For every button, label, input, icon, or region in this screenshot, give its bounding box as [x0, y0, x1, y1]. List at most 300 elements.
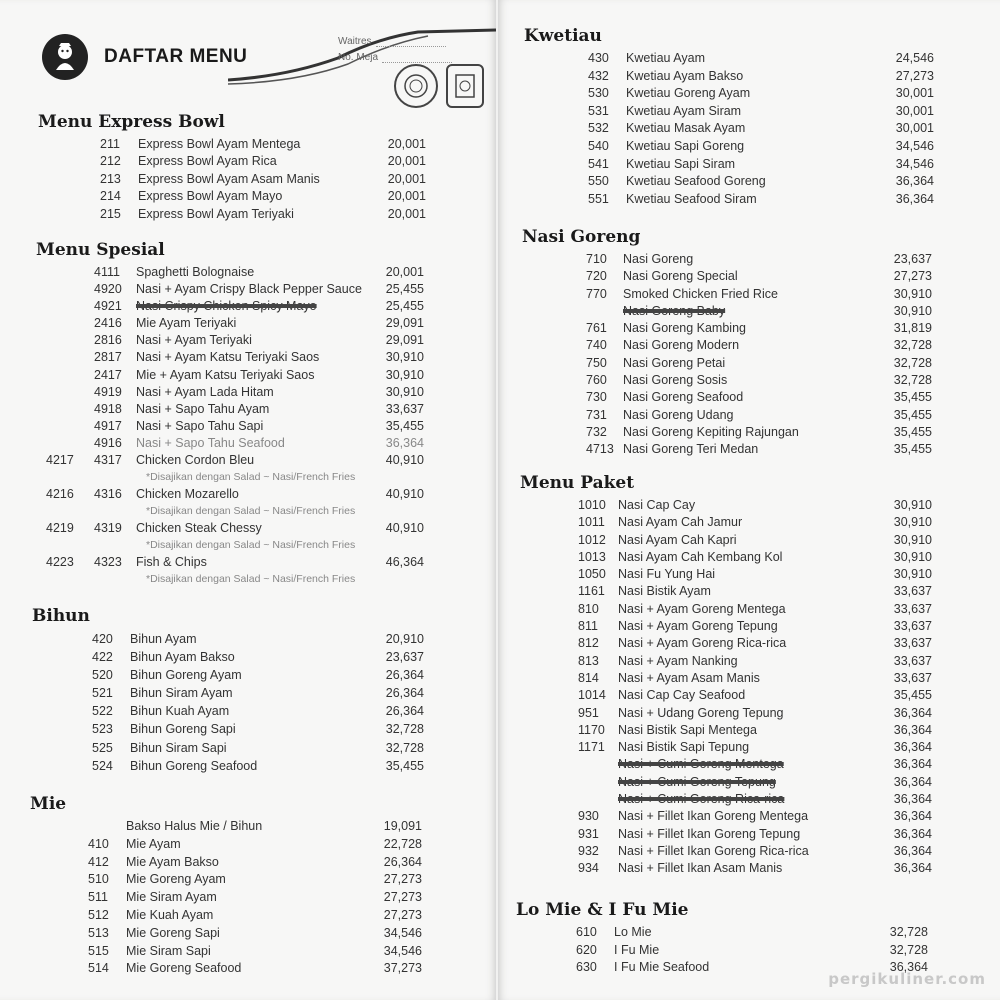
- item-price: 27,273: [383, 890, 422, 905]
- item-name: Bihun Siram Ayam: [130, 686, 233, 701]
- menu-section-spesial: [36, 240, 484, 588]
- item-price: 30,910: [893, 532, 932, 547]
- item-code: 620: [576, 942, 597, 957]
- item-code: 813: [578, 653, 599, 668]
- item-price: 20,001: [387, 171, 426, 186]
- item-name: Mie Ayam Bakso: [126, 854, 219, 869]
- item-price: 36,364: [893, 774, 932, 789]
- item-name: Nasi Goreng Kambing: [623, 321, 746, 336]
- item-price: 32,728: [385, 722, 424, 737]
- item-code: 710: [586, 252, 607, 266]
- item-code: 1012: [578, 532, 606, 547]
- section-title: Nasi Goreng: [522, 227, 641, 247]
- item-name: Mie Ayam Teriyaki: [136, 316, 237, 331]
- item-price: 46,364: [385, 555, 424, 570]
- menu-item: [522, 320, 992, 337]
- item-price: 30,910: [893, 303, 932, 318]
- item-name: Express Bowl Ayam Rica: [138, 154, 277, 169]
- menu-item: [520, 653, 992, 670]
- menu-item: [32, 684, 484, 702]
- section-title: Menu Express Bowl: [38, 112, 225, 132]
- item-code: 1170: [578, 722, 605, 737]
- item-code: 1161: [578, 584, 605, 599]
- menu-item: [522, 407, 992, 424]
- item-price: 35,455: [893, 390, 932, 405]
- item-price: 30,001: [895, 121, 934, 136]
- item-name: Chicken Cordon Bleu: [136, 453, 255, 468]
- item-note: [36, 469, 484, 486]
- item-note: [36, 503, 484, 520]
- item-price: 37,273: [383, 961, 422, 976]
- item-name: Nasi + Ayam Crispy Black Pepper Sauce: [136, 282, 362, 297]
- item-name: Chicken Mozarello: [136, 487, 239, 502]
- item-name: Nasi Bistik Ayam: [618, 584, 711, 599]
- item-code: 1011: [578, 515, 605, 530]
- menu-item: [520, 774, 992, 791]
- item-code: 531: [588, 103, 609, 118]
- item-code-alt: 4217: [46, 453, 74, 468]
- item-code: 812: [578, 636, 599, 651]
- item-code-alt: 4216: [46, 487, 74, 502]
- item-code: 932: [578, 843, 599, 858]
- menu-item: [520, 532, 992, 549]
- item-price: 24,546: [895, 51, 934, 65]
- item-code: 4319: [94, 521, 122, 536]
- item-price: 40,910: [385, 453, 424, 468]
- item-code: 551: [588, 191, 609, 206]
- item-price: 32,728: [889, 942, 928, 957]
- menu-item: [522, 372, 992, 389]
- menu-section-mie: [30, 794, 482, 978]
- menu-section-nasi: [522, 227, 992, 459]
- menu-section-bihun: [32, 606, 484, 775]
- item-code: 541: [588, 156, 609, 171]
- item-price: 36,364: [893, 843, 932, 858]
- menu-item: [520, 618, 992, 635]
- item-name: Bihun Kuah Ayam: [130, 704, 230, 719]
- item-price: 36,364: [385, 435, 424, 450]
- item-name: Bihun Ayam Bakso: [130, 650, 235, 665]
- item-name: Nasi Goreng Baby: [623, 303, 726, 318]
- item-note-text: *Disajikan dengan Salad ~ Nasi/French Fries: [146, 539, 356, 552]
- item-price: 36,364: [889, 960, 928, 975]
- item-name: Nasi + Cumi Goreng Mentega: [618, 757, 784, 772]
- item-code: 211: [100, 137, 120, 151]
- item-price: 27,273: [895, 68, 934, 83]
- item-name: Express Bowl Ayam Asam Manis: [138, 171, 320, 186]
- item-code: 4920: [94, 282, 122, 297]
- item-code: 1050: [578, 567, 606, 582]
- item-price: 36,364: [893, 826, 932, 841]
- table-number-label: No. Meja: [338, 52, 379, 63]
- item-price: 36,364: [893, 740, 932, 755]
- item-name: Nasi + Fillet Ikan Goreng Rica-rica: [618, 843, 809, 858]
- item-name: Nasi Bistik Sapi Mentega: [618, 722, 757, 737]
- item-code: 410: [88, 836, 109, 851]
- item-name: Smoked Chicken Fried Rice: [623, 286, 778, 301]
- item-code: 4916: [94, 435, 122, 450]
- item-price: 25,455: [385, 282, 424, 297]
- section-title: Bihun: [32, 606, 90, 626]
- restaurant-logo-icon: [42, 34, 88, 80]
- watermark: pergikuliner.com: [828, 970, 986, 988]
- menu-item: [32, 630, 484, 648]
- item-name: Nasi Ayam Cah Jamur: [618, 515, 743, 530]
- item-code: 412: [88, 854, 109, 869]
- item-code: 430: [588, 51, 609, 65]
- item-name: Bihun Siram Sapi: [130, 740, 227, 755]
- item-name: Mie Ayam: [126, 836, 181, 851]
- item-name: Nasi + Ayam Goreng Mentega: [618, 601, 786, 616]
- item-price: 35,455: [893, 442, 932, 457]
- item-price: 35,455: [893, 688, 932, 703]
- item-note-text: *Disajikan dengan Salad ~ Nasi/French Fries: [146, 505, 356, 518]
- item-price: 30,001: [895, 103, 934, 118]
- item-note-text: *Disajikan dengan Salad ~ Nasi/French Fries: [146, 573, 356, 586]
- menu-item: [524, 191, 994, 209]
- item-code-alt: 4219: [46, 521, 74, 536]
- item-code: 214: [100, 189, 121, 204]
- item-code: 814: [578, 670, 599, 685]
- item-name: Nasi Goreng Modern: [623, 338, 740, 353]
- item-price: 27,273: [383, 907, 422, 922]
- item-code: 213: [100, 171, 121, 186]
- menu-item: [32, 757, 484, 775]
- item-name: Express Bowl Ayam Mentega: [138, 137, 301, 151]
- menu-item: [36, 332, 484, 349]
- section-title: Lo Mie & I Fu Mie: [516, 900, 689, 920]
- menu-title: DAFTAR MENU: [104, 46, 248, 67]
- menu-item: [36, 349, 484, 366]
- menu-item: [522, 389, 992, 406]
- item-price: 36,364: [893, 722, 932, 737]
- item-price: 33,637: [385, 401, 424, 416]
- item-price: 34,546: [895, 156, 934, 171]
- item-code: 760: [586, 373, 607, 388]
- item-name: Mie + Ayam Katsu Teriyaki Saos: [136, 367, 315, 382]
- menu-item: [36, 264, 484, 281]
- menu-item: [520, 791, 992, 808]
- menu-item: [522, 251, 992, 268]
- menu-item: [524, 120, 994, 138]
- menu-item: [36, 486, 484, 503]
- item-name: I Fu Mie: [614, 942, 660, 957]
- menu-item: [36, 281, 484, 298]
- item-code: 512: [88, 907, 109, 922]
- item-price: 23,637: [385, 650, 424, 665]
- waitress-field: [338, 36, 446, 47]
- item-price: 33,637: [893, 670, 932, 685]
- item-price: 19,091: [383, 819, 422, 833]
- item-code: 212: [100, 154, 121, 169]
- menu-item: [36, 452, 484, 469]
- item-name: Nasi + Ayam Katsu Teriyaki Saos: [136, 350, 320, 365]
- item-price: 22,728: [383, 836, 422, 851]
- menu-header: [38, 28, 496, 108]
- menu-item: [520, 497, 992, 514]
- item-price: 32,728: [893, 373, 932, 388]
- menu-section-kwetiau: [524, 26, 994, 208]
- item-name: Mie Siram Sapi: [126, 943, 211, 958]
- item-price: 40,910: [385, 521, 424, 536]
- section-title: Menu Spesial: [36, 240, 165, 260]
- item-price: 29,091: [385, 333, 424, 348]
- item-price: 35,455: [385, 758, 424, 773]
- item-code: 522: [92, 704, 113, 719]
- item-code-alt: 4223: [46, 555, 74, 570]
- menu-item: [30, 818, 482, 836]
- item-code: 750: [586, 355, 607, 370]
- item-name: Mie Kuah Ayam: [126, 907, 214, 922]
- item-code: 514: [88, 961, 109, 976]
- menu-item: [520, 670, 992, 687]
- menu-item: [520, 826, 992, 843]
- item-price: 34,546: [383, 925, 422, 940]
- menu-item: [36, 384, 484, 401]
- item-price: 30,910: [893, 549, 932, 564]
- item-price: 31,819: [893, 321, 932, 336]
- item-name: Nasi + Ayam Goreng Tepung: [618, 619, 778, 634]
- item-code: 4918: [94, 401, 122, 416]
- menu-item: [36, 435, 484, 452]
- item-price: 33,637: [893, 601, 932, 616]
- item-code: 1171: [578, 740, 605, 755]
- item-code: 761: [586, 321, 607, 336]
- item-price: 27,273: [383, 872, 422, 887]
- item-price: 36,364: [895, 174, 934, 189]
- item-price: 26,364: [383, 854, 422, 869]
- menu-item: [30, 943, 482, 961]
- item-price: 33,637: [893, 636, 932, 651]
- item-price: 20,001: [387, 206, 426, 221]
- menu-item: [522, 355, 992, 372]
- item-code: 4713: [586, 442, 614, 457]
- item-code: 930: [578, 809, 599, 824]
- item-name: Nasi Goreng Special: [623, 269, 738, 284]
- menu-item: [36, 554, 484, 571]
- menu-item: [36, 367, 484, 384]
- menu-item: [30, 889, 482, 907]
- item-code: 1010: [578, 498, 606, 512]
- item-code: 511: [88, 890, 108, 905]
- menu-item: [32, 702, 484, 720]
- menu-item: [522, 286, 992, 303]
- item-name: Mie Goreng Seafood: [126, 961, 242, 976]
- item-name: Express Bowl Ayam Mayo: [138, 189, 283, 204]
- item-price: 20,001: [387, 137, 426, 151]
- item-name: Nasi + Sapo Tahu Seafood: [136, 435, 285, 450]
- item-code: 520: [92, 668, 113, 683]
- menu-item: [30, 925, 482, 943]
- item-code: 610: [576, 925, 597, 939]
- item-code: 4316: [94, 487, 122, 502]
- item-name: Nasi + Sapo Tahu Ayam: [136, 401, 270, 416]
- item-code: 2817: [94, 350, 122, 365]
- item-name: Nasi Bistik Sapi Tepung: [618, 740, 750, 755]
- item-price: 30,910: [893, 286, 932, 301]
- item-price: 33,637: [893, 619, 932, 634]
- menu-item: [520, 739, 992, 756]
- item-name: Chicken Steak Chessy: [136, 521, 262, 536]
- menu-item: [36, 418, 484, 435]
- item-price: 35,455: [385, 418, 424, 433]
- item-code: 422: [92, 650, 113, 665]
- item-code: 934: [578, 861, 599, 876]
- item-code: 432: [588, 68, 609, 83]
- right-page: [498, 0, 1000, 1000]
- item-name: Nasi Cap Cay: [618, 498, 696, 512]
- item-code: 2816: [94, 333, 122, 348]
- menu-item: [32, 739, 484, 757]
- item-price: 34,546: [383, 943, 422, 958]
- item-code: 740: [586, 338, 607, 353]
- item-price: 36,364: [893, 809, 932, 824]
- menu-item: [38, 206, 486, 223]
- menu-item: [520, 687, 992, 704]
- item-code: 720: [586, 269, 607, 284]
- section-title: Menu Paket: [520, 473, 635, 493]
- menu-section-lomie: [516, 900, 988, 977]
- section-title: Kwetiau: [524, 26, 602, 46]
- item-price: 26,364: [385, 704, 424, 719]
- item-code: 630: [576, 960, 597, 975]
- menu-item: [516, 924, 988, 942]
- menu-item: [522, 424, 992, 441]
- item-name: Kwetiau Sapi Siram: [626, 156, 736, 171]
- menu-item: [522, 337, 992, 354]
- item-name: Bihun Ayam: [130, 632, 197, 646]
- menu-item: [516, 942, 988, 960]
- item-price: 33,637: [893, 653, 932, 668]
- item-name: Nasi + Cumi Goreng Tepung: [618, 774, 776, 789]
- item-price: 35,455: [893, 407, 932, 422]
- item-name: Nasi Goreng Kepiting Rajungan: [623, 424, 799, 439]
- menu-item: [524, 103, 994, 121]
- item-name: Nasi + Udang Goreng Tepung: [618, 705, 784, 720]
- item-name: Kwetiau Ayam Siram: [626, 103, 742, 118]
- menu-item: [38, 188, 486, 205]
- menu-item: [32, 720, 484, 738]
- menu-item: [524, 138, 994, 156]
- menu-item: [520, 860, 992, 877]
- item-price: 36,364: [893, 705, 932, 720]
- menu-item: [38, 136, 486, 153]
- item-name: Nasi + Fillet Ikan Asam Manis: [618, 861, 783, 876]
- item-price: 26,364: [385, 686, 424, 701]
- item-name: Nasi + Ayam Asam Manis: [618, 670, 760, 685]
- menu-item: [520, 843, 992, 860]
- menu-item: [522, 268, 992, 285]
- item-name: Express Bowl Ayam Teriyaki: [138, 206, 294, 221]
- item-price: 20,001: [387, 189, 426, 204]
- item-name: Bakso Halus Mie / Bihun: [126, 819, 263, 833]
- menu-item: [36, 520, 484, 537]
- item-name: Spaghetti Bolognaise: [136, 265, 255, 279]
- item-price: 34,546: [895, 138, 934, 153]
- item-name: Nasi + Ayam Nanking: [618, 653, 738, 668]
- item-code: 4919: [94, 384, 122, 399]
- menu-item: [36, 298, 484, 315]
- item-price: 30,910: [893, 498, 932, 512]
- item-price: 40,910: [385, 487, 424, 502]
- halal-stamp-icon: [446, 64, 484, 108]
- item-name: Kwetiau Goreng Ayam: [626, 86, 751, 101]
- item-name: Nasi + Ayam Teriyaki: [136, 333, 252, 348]
- item-price: 30,910: [893, 567, 932, 582]
- item-price: 32,728: [889, 925, 928, 939]
- item-code: 810: [578, 601, 599, 616]
- item-price: 35,455: [893, 424, 932, 439]
- left-page: [0, 0, 496, 1000]
- item-code: 521: [92, 686, 113, 701]
- item-code: 510: [88, 872, 109, 887]
- menu-item: [30, 854, 482, 872]
- item-name: Kwetiau Ayam: [626, 51, 705, 65]
- menu-item: [524, 68, 994, 86]
- item-name: Nasi Fu Yung Hai: [618, 567, 716, 582]
- item-name: Nasi Crispy Chicken Spicy Mayo: [136, 299, 317, 314]
- item-code: 931: [578, 826, 599, 841]
- item-note: [36, 537, 484, 554]
- item-code: 730: [586, 390, 607, 405]
- menu-item: [38, 153, 486, 170]
- menu-item: [524, 156, 994, 174]
- table-number-field: [338, 52, 452, 63]
- item-code: 731: [586, 407, 607, 422]
- menu-item: [522, 441, 992, 458]
- item-code: 524: [92, 758, 113, 773]
- item-code: 525: [92, 740, 113, 755]
- item-price: 27,273: [893, 269, 932, 284]
- item-code: 770: [586, 286, 607, 301]
- item-name: Kwetiau Seafood Goreng: [626, 174, 766, 189]
- menu-item: [522, 303, 992, 320]
- item-price: 29,091: [385, 316, 424, 331]
- item-name: Nasi + Ayam Goreng Rica-rica: [618, 636, 787, 651]
- item-name: Nasi + Fillet Ikan Goreng Mentega: [618, 809, 809, 824]
- menu-item: [36, 315, 484, 332]
- item-code: 532: [588, 121, 609, 136]
- item-price: 30,910: [385, 384, 424, 399]
- item-name: Nasi Goreng Petai: [623, 355, 726, 370]
- item-name: Nasi + Ayam Lada Hitam: [136, 384, 274, 399]
- item-price: 32,728: [385, 740, 424, 755]
- item-name: Mie Goreng Ayam: [126, 872, 226, 887]
- item-code: 420: [92, 632, 113, 646]
- item-code: 523: [92, 722, 113, 737]
- item-name: Bihun Goreng Sapi: [130, 722, 236, 737]
- item-note: [36, 571, 484, 588]
- item-price: 33,637: [893, 584, 932, 599]
- item-code: 215: [100, 206, 121, 221]
- item-name: I Fu Mie Seafood: [614, 960, 710, 975]
- item-code: 4323: [94, 555, 122, 570]
- menu-item: [36, 401, 484, 418]
- item-name: Nasi Ayam Cah Kapri: [618, 532, 737, 547]
- item-name: Nasi + Sapo Tahu Sapi: [136, 418, 264, 433]
- item-price: 20,001: [385, 265, 424, 279]
- item-name: Nasi Goreng: [623, 252, 694, 266]
- item-name: Nasi + Cumi Goreng Rica-rica: [618, 792, 785, 807]
- item-price: 30,910: [893, 515, 932, 530]
- item-code: 951: [578, 705, 599, 720]
- item-code: 811: [578, 619, 598, 634]
- menu-item: [520, 722, 992, 739]
- menu-section-express: [38, 112, 486, 223]
- menu-item: [32, 666, 484, 684]
- item-name: Nasi Goreng Seafood: [623, 390, 744, 405]
- item-code: 4317: [94, 453, 122, 468]
